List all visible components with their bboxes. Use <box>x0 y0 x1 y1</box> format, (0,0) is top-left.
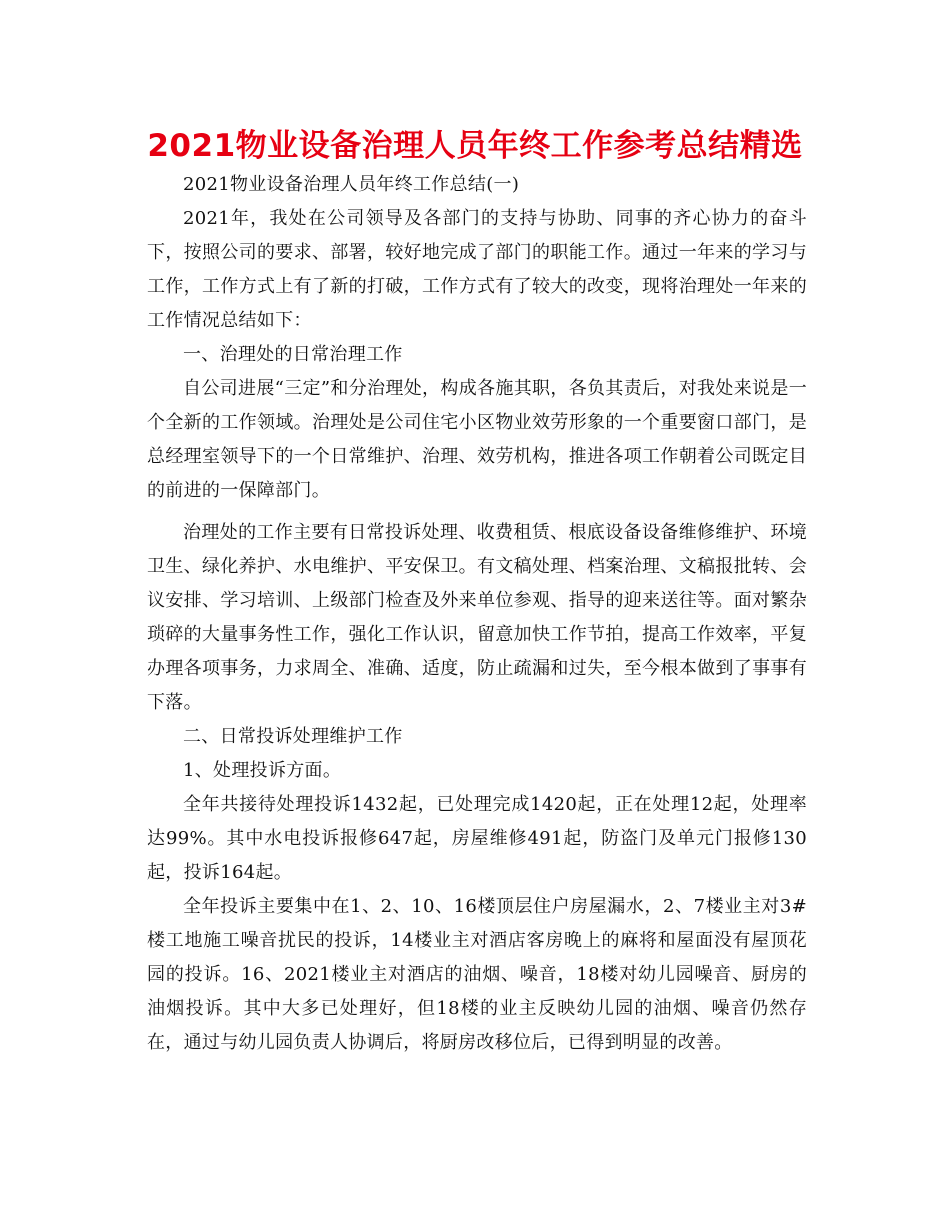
section-subtitle: 2021物业设备治理人员年终工作总结(一) <box>183 174 520 195</box>
paragraph-main-duties: 治理处的工作主要有日常投诉处理、收费租赁、根底设备设备维修维护、环境卫生、绿化养护、水电维护、平安保卫。有文稿处理、档案治理、文稿报批转、会议安排、学习培训、上级部门检查及外来单位参观、指导的迎来送往等。面对繁杂琐碎的大量事务性工作，强化工作认识，留意加快工作节拍，提高工作效率，平复办理各项事务，力求周全、准确、适度，防止疏漏和过失，至今根本做到了事事有下落。 <box>147 522 807 713</box>
document-body <box>147 168 807 1060</box>
section-heading-2: 二、日常投诉处理维护工作 <box>183 726 403 747</box>
paragraph-complaint-details: 全年投诉主要集中在1、2、10、16楼顶层住户房屋漏水，2、7楼业主对3#楼工地施工噪音扰民的投诉，14楼业主对酒店客房晚上的麻将和屋面没有屋顶花园的投诉。16、2021楼业主对酒店的油烟、噪音，18楼对幼儿园噪音、厨房的油烟投诉。其中大多已处理好，但18楼的业主反映幼儿园的油烟、噪音仍然存在，通过与幼儿园负责人协调后，将厨房改移位后，已得到明显的改善。 <box>147 896 807 1053</box>
section-heading-1: 一、治理处的日常治理工作 <box>183 344 403 365</box>
subsection-heading-1: 1、处理投诉方面。 <box>183 760 342 781</box>
document-title: 2021物业设备治理人员年终工作参考总结精选 <box>147 128 803 164</box>
paragraph-daily-work: 自公司进展“三定”和分治理处，构成各施其职，各负其责后，对我处来说是一个全新的工作领域。治理处是公司住宅小区物业效劳形象的一个重要窗口部门，是总经理室领导下的一个日常维护、治理、效劳机构，推进各项工作朝着公司既定目的前进的一保障部门。 <box>147 378 807 501</box>
paragraph-complaint-stats: 全年共接待处理投诉1432起，已处理完成1420起，正在处理12起，处理率达99%。其中水电投诉报修647起，房屋维修491起，防盗门及单元门报修130起，投诉164起。 <box>147 794 807 883</box>
intro-paragraph: 2021年，我处在公司领导及各部门的支持与协助、同事的齐心协力的奋斗下，按照公司的要求、部署，较好地完成了部门的职能工作。通过一年来的学习与工作，工作方式上有了新的打破，工作方式有了较大的改变，现将治理处一年来的工作情况总结如下： <box>147 208 807 331</box>
